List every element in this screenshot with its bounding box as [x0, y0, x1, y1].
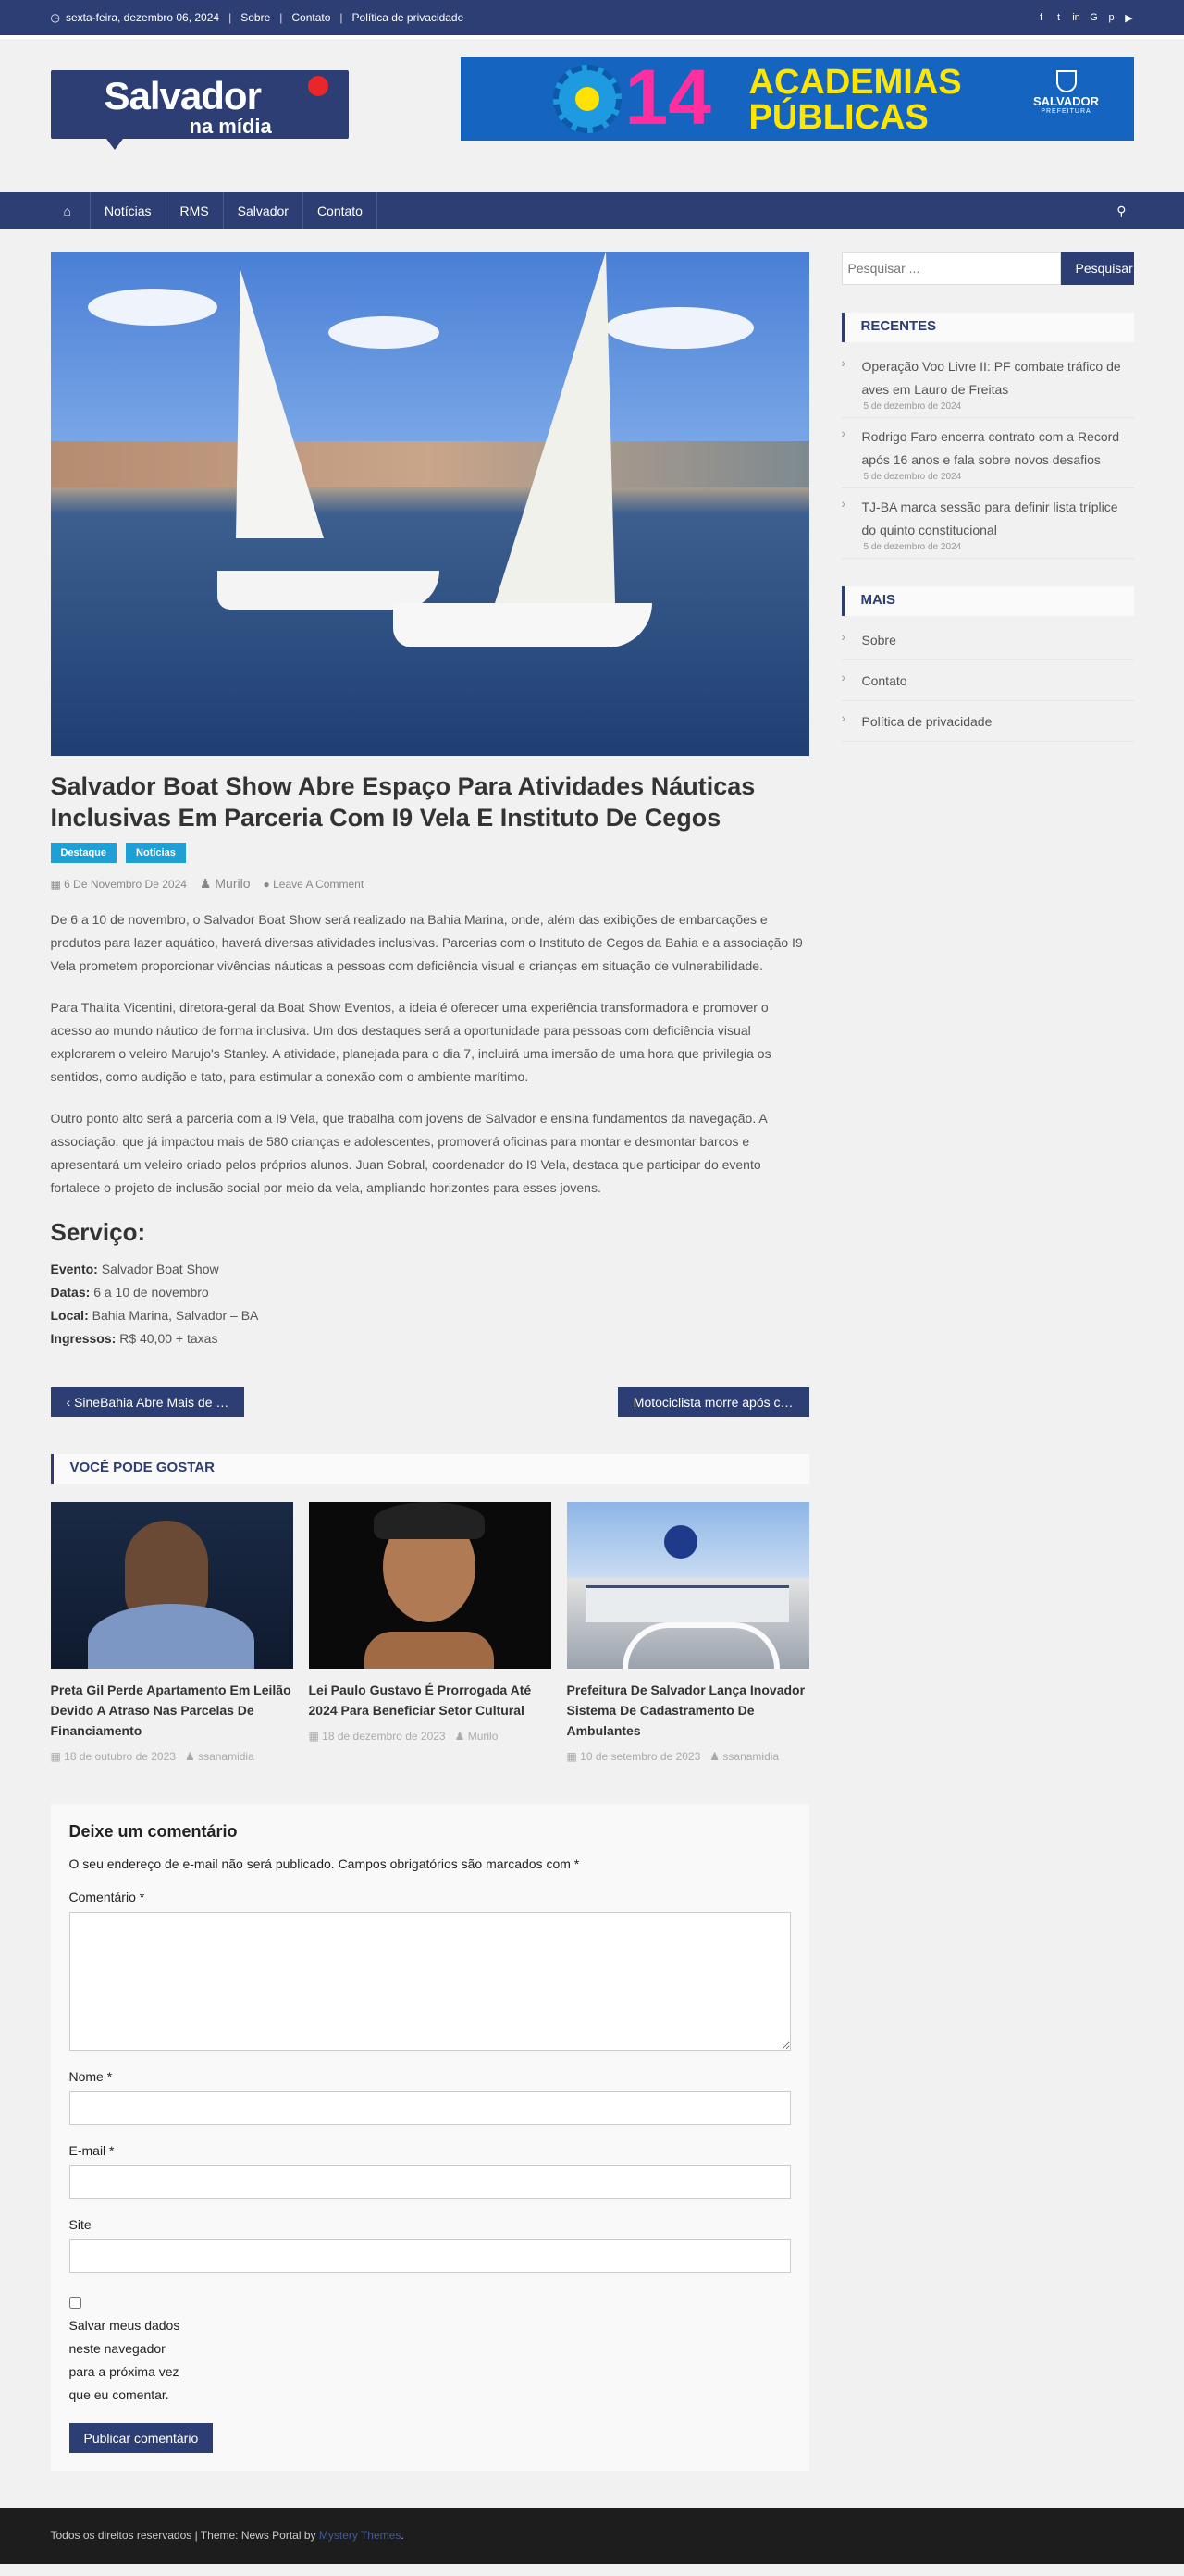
related-heading: VOCÊ PODE GOSTAR: [51, 1454, 809, 1484]
site-footer: Todos os direitos reservados | Theme: News Portal by Mystery Themes.: [0, 2508, 1184, 2564]
chevron-left-icon: ‹: [66, 1395, 75, 1410]
more-link-item[interactable]: › Contato: [842, 670, 1134, 701]
service-heading: Serviço:: [50, 1218, 146, 1246]
consent-checkbox[interactable]: [69, 2297, 81, 2309]
article-column: [51, 252, 809, 2471]
search-button[interactable]: Pesquisar: [1061, 252, 1134, 285]
site-label: Site: [68, 2217, 92, 2232]
logo-line1: Salvador: [104, 74, 261, 117]
twitter-icon[interactable]: t: [1056, 11, 1061, 23]
chevron-right-icon: ›: [841, 496, 846, 511]
user-icon: ♟: [184, 1750, 199, 1763]
post-title: Salvador Boat Show Abre Espaço Para Atividades Náuticas Inclusivas Em Parceria Com I9 Vela E Instituto De Cegos: [50, 772, 756, 832]
linkedin-icon[interactable]: in: [1072, 11, 1080, 23]
post-categories: [51, 843, 809, 863]
service-info: [51, 1258, 809, 1350]
name-field[interactable]: [69, 2091, 791, 2125]
related-thumbnail[interactable]: [51, 1502, 293, 1669]
facebook-icon[interactable]: f: [1039, 11, 1043, 23]
nav-item-noticias[interactable]: Notícias: [91, 192, 166, 229]
theme-link[interactable]: Mystery Themes: [318, 2529, 401, 2542]
related-meta: ▦ 10 de setembro de 2023 ♟ ssanamidia: [566, 1750, 780, 1763]
gear-graphic: [553, 65, 622, 133]
sidebar: [842, 252, 1134, 2471]
top-links: | Sobre | Contato | Política de privacidade: [228, 11, 464, 24]
comment-textarea[interactable]: [69, 1912, 791, 2051]
post-body: [51, 908, 809, 1200]
related-post[interactable]: Lei Paulo Gustavo É Prorrogada Até 2024 Para Beneficiar Setor Cultural ▦ 18 de dezembro de 2023 ♟ Murilo: [309, 1502, 551, 1767]
consent-label: Salvar meus dados neste navegador para a próxima vez que eu comentar.: [68, 2318, 180, 2402]
paragraph: Outro ponto alto será a parceria com a I9 Vela, que trabalha com jovens de Salvador e ensina fundamentos da navegação. A associação, que já impactou mais de 580 crianças e adolescentes, promoverá oficinas para montar e desmontar barcos e apresentará um veleiro criado pelos próprios alunos. Juan Sobral, coordenador do I9 Vela, destaca que participar do evento fortalece o projeto de inclusão social por meio da vela, ampliando horizontes para esses jovens.: [50, 1111, 767, 1195]
current-date: ◷ sexta-feira, dezembro 06, 2024: [50, 11, 220, 24]
service-line: Ingressos: R$ 40,00 + taxas: [50, 1331, 218, 1346]
pinterest-icon[interactable]: p: [1108, 11, 1115, 23]
comment-link[interactable]: ● Leave A Comment: [263, 877, 364, 891]
comment-icon: ●: [263, 877, 274, 891]
recent-posts: [842, 355, 1134, 559]
calendar-icon: ▦: [50, 877, 65, 891]
category-tag[interactable]: Notícias: [126, 843, 186, 863]
recent-post-item[interactable]: › TJ-BA marca sessão para definir lista tríplice do quinto constitucional 5 de dezembro de 2024: [842, 496, 1134, 559]
post-date[interactable]: ▦ 6 De Novembro De 2024: [50, 877, 187, 891]
user-icon: ♟: [454, 1730, 468, 1743]
related-posts: [51, 1502, 809, 1767]
logo-tail: [106, 139, 123, 150]
consent-row: [69, 2297, 791, 2407]
related-meta: ▦ 18 de dezembro de 2023 ♟ Murilo: [308, 1730, 499, 1743]
more-heading: MAIS: [842, 586, 1134, 616]
youtube-icon[interactable]: ▶: [1125, 12, 1133, 24]
related-meta: ▦ 18 de outubro de 2023 ♟ ssanamidia: [50, 1750, 254, 1763]
footer-text: Todos os direitos reservados | Theme: News Portal by: [50, 2529, 319, 2542]
chevron-right-icon: ›: [841, 629, 846, 644]
chevron-right-icon: ›: [841, 425, 846, 440]
site-field[interactable]: [69, 2239, 791, 2273]
more-link-item[interactable]: › Sobre: [842, 629, 1134, 660]
comment-heading: Deixe um comentário: [68, 1822, 238, 1841]
nav-item-rms[interactable]: RMS: [166, 192, 224, 229]
name-label: Nome *: [68, 2069, 113, 2084]
service-line: Evento: Salvador Boat Show: [50, 1262, 219, 1276]
search-input[interactable]: [842, 252, 1061, 285]
paragraph: Para Thalita Vicentini, diretora-geral da Boat Show Eventos, a ideia é oferecer uma experiência transformadora e promover o acesso ao mundo náutico de forma inclusiva. Um dos destaques será a oportunidade para pessoas com deficiência visual explorarem o veleiro Marujo's Stanley. A atividade, planejada para o dia 7, incluirá uma imersão de uma hora que privilegia os sentidos, como audição e tato, para estimular a conexão com o ambiente marítimo.: [50, 1000, 771, 1084]
calendar-icon: ▦: [566, 1750, 581, 1763]
email-label: E-mail *: [68, 2143, 115, 2158]
home-icon[interactable]: ⌂: [51, 192, 91, 229]
recent-post-item[interactable]: › Rodrigo Faro encerra contrato com a Record após 16 anos e fala sobre novos desafios 5 de dezembro de 2024: [842, 425, 1134, 488]
comment-form: [51, 1804, 809, 2471]
submit-comment-button[interactable]: Publicar comentário: [69, 2423, 214, 2453]
paragraph: De 6 a 10 de novembro, o Salvador Boat Show será realizado na Bahia Marina, onde, além das exibições de embarcações e produtos para lazer aquático, haverá diversas atividades inclusivas. Parcerias com o Instituto de Cegos da Bahia e a associação I9 Vela prometem proporcionar vivências náuticas a pessoas com deficiência visual e crianças em situação de vulnerabilidade.: [50, 912, 803, 973]
more-link-item[interactable]: › Política de privacidade: [842, 710, 1134, 742]
clock-icon: ◷: [50, 11, 60, 24]
related-thumbnail[interactable]: [309, 1502, 551, 1669]
comment-note: O seu endereço de e-mail não será publicado. Campos obrigatórios são marcados com *: [68, 1856, 580, 1871]
site-logo[interactable]: [51, 70, 349, 139]
post-meta: [51, 876, 809, 892]
user-icon: ♟: [709, 1750, 723, 1763]
calendar-icon: ▦: [308, 1730, 323, 1743]
post-navigation: [51, 1387, 809, 1417]
search-icon[interactable]: ⚲: [1116, 203, 1127, 218]
recent-heading: RECENTES: [842, 313, 1134, 342]
related-post[interactable]: Preta Gil Perde Apartamento Em Leilão Devido A Atraso Nas Parcelas De Financiamento ▦ 18 de outubro de 2023 ♟ ssanamidia: [51, 1502, 293, 1767]
service-line: Local: Bahia Marina, Salvador – BA: [50, 1308, 259, 1323]
top-link-privacy[interactable]: Política de privacidade: [352, 11, 464, 24]
next-post-button[interactable]: Motociclista morre após c…: [618, 1387, 809, 1417]
prefeitura-crest: SALVADOR PREFEITURA: [1030, 70, 1104, 115]
nav-item-contato[interactable]: Contato: [303, 192, 377, 229]
service-line: Datas: 6 a 10 de novembro: [50, 1285, 209, 1300]
related-thumbnail[interactable]: [567, 1502, 809, 1669]
category-tag[interactable]: Destaque: [51, 843, 117, 863]
sidebar-search: [842, 252, 1134, 285]
ad-banner[interactable]: [461, 57, 1134, 141]
featured-image: [51, 252, 809, 756]
prev-post-button[interactable]: ‹ SineBahia Abre Mais de …: [51, 1387, 245, 1417]
top-link-contato[interactable]: Contato: [291, 11, 331, 24]
top-bar: [0, 0, 1184, 35]
chevron-right-icon: ›: [841, 355, 846, 370]
banner-number: 14: [624, 57, 711, 141]
main-nav: [0, 192, 1184, 229]
logo-dot: [308, 76, 328, 96]
banner-line2: PÚBLICAS: [748, 98, 929, 137]
google-plus-icon[interactable]: G: [1090, 11, 1098, 23]
site-header: [0, 35, 1184, 192]
more-links: [842, 629, 1134, 742]
top-link-sobre[interactable]: Sobre: [240, 11, 271, 24]
recent-post-item[interactable]: › Operação Voo Livre II: PF combate tráfico de aves em Lauro de Freitas 5 de dezembro de 2024: [842, 355, 1134, 418]
nav-item-salvador[interactable]: Salvador: [224, 192, 303, 229]
related-post[interactable]: Prefeitura De Salvador Lança Inovador Sistema De Cadastramento De Ambulantes ▦ 10 de setembro de 2023 ♟ ssanamidia: [567, 1502, 809, 1767]
banner-line1: ACADEMIAS: [748, 63, 962, 102]
chevron-right-icon: ›: [841, 670, 846, 684]
email-field[interactable]: [69, 2165, 791, 2199]
comment-label: Comentário *: [68, 1890, 145, 1904]
calendar-icon: ▦: [50, 1750, 65, 1763]
user-icon: ♟: [199, 876, 216, 891]
post-author[interactable]: ♟ Murilo: [199, 876, 251, 891]
shield-icon: [1056, 70, 1077, 92]
logo-line2: na mídia: [189, 115, 272, 138]
chevron-right-icon: ›: [841, 710, 846, 725]
social-links: [1037, 12, 1134, 24]
